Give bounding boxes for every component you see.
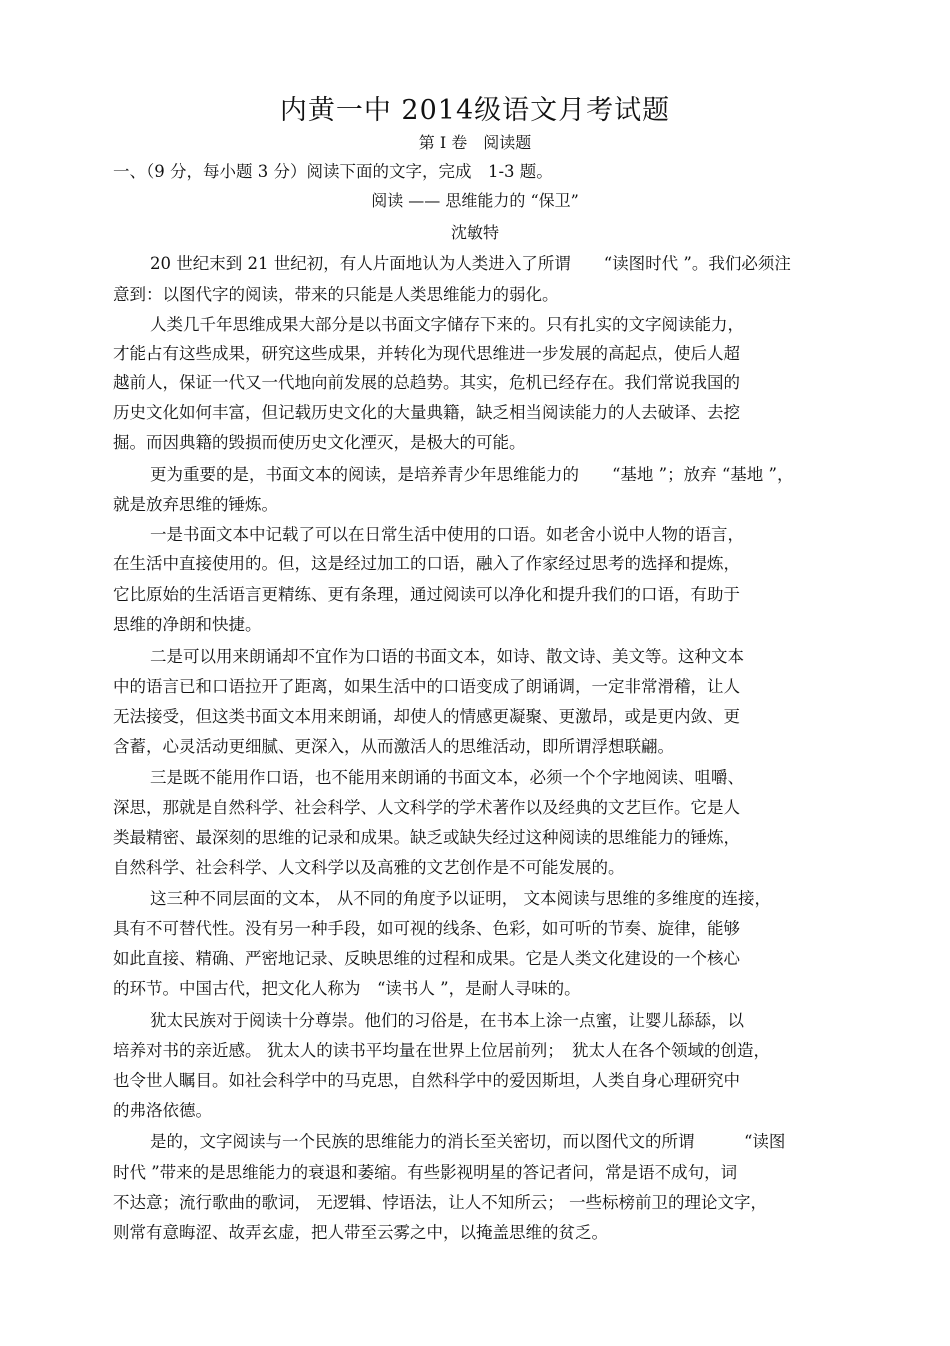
text-line: 它比原始的生活语言更精练、更有条理，通过阅读可以净化和提升我们的口语，有助于 [113, 585, 740, 604]
text-line: 则常有意晦涩、故弄玄虚，把人带至云雾之中，以掩盖思维的贫乏。 [113, 1223, 608, 1242]
text-line: 时代 ”带来的是思维能力的衰退和萎缩。有些影视明星的答记者问，常是语不成句，词 [113, 1163, 738, 1182]
text-line: 具有不可替代性。没有另一种手段，如可视的线条、色彩，如可听的节奏、旋律，能够 [113, 919, 740, 938]
text-line: 更为重要的是，书面文本的阅读，是培养青少年思维能力的 “基地 ”；放弃 “基地 ”， [150, 465, 794, 484]
text-line: 不达意；流行歌曲的歌词， 无逻辑、悖语法，让人不知所云； 一些标榜前卫的理论文字， [113, 1193, 767, 1212]
article-author: 沈敏特 [450, 223, 499, 242]
text-line: 一是书面文本中记载了可以在日常生活中使用的口语。如老舍小说中人物的语言， [150, 525, 744, 544]
text-line: 思维的净朗和快捷。 [113, 615, 262, 634]
text-line: 含蓄，心灵活动更细腻、更深入，从而激活人的思维活动，即所谓浮想联翩。 [113, 737, 674, 756]
text-line: 就是放弃思维的锤炼。 [113, 495, 278, 514]
text-line: 犹太民族对于阅读十分尊崇。他们的习俗是，在书本上涂一点蜜，让婴儿舔舔，以 [150, 1011, 744, 1030]
text-line: 掘。而因典籍的毁损而使历史文化湮灭，是极大的可能。 [113, 433, 526, 452]
text-line: 类最精密、最深刻的思维的记录和成果。缺乏或缺失经过这种阅读的思维能力的锤炼， [113, 828, 740, 847]
text-line: 二是可以用来朗诵却不宜作为口语的书面文本，如诗、散文诗、美文等。这种文本 [150, 647, 744, 666]
text-line: 的弗洛依德。 [113, 1101, 212, 1120]
text-line: 三是既不能用作口语，也不能用来朗诵的书面文本，必须一个个字地阅读、咀嚼、 [150, 768, 744, 787]
section-heading: 第 I 卷 阅读题 [418, 133, 532, 152]
text-line: 自然科学、社会科学、人文科学以及高雅的文艺创作是不可能发展的。 [113, 858, 625, 877]
text-line: 培养对书的亲近感。 犹太人的读书平均量在世界上位居前列； 犹太人在各个领域的创造， [113, 1041, 770, 1060]
text-line: 深思，那就是自然科学、社会科学、人文科学的学术著作以及经典的文艺巨作。它是人 [113, 798, 740, 817]
text-line: 意到：以图代字的阅读，带来的只能是人类思维能力的弱化。 [113, 285, 559, 304]
exam-title: 内黄一中 2014级语文月考试题 [279, 95, 671, 126]
text-line: 也令世人瞩目。如社会科学中的马克思，自然科学中的爱因斯坦，人类自身心理研究中 [113, 1071, 740, 1090]
text-line: 无法接受，但这类书面文本用来朗诵，却使人的情感更凝聚、更激昂，或是更内敛、更 [113, 707, 740, 726]
text-line: 才能占有这些成果，研究这些成果，并转化为现代思维进一步发展的高起点，使后人超 [113, 344, 740, 363]
text-line: 在生活中直接使用的。但，这是经过加工的口语，融入了作家经过思考的选择和提炼， [113, 554, 740, 573]
text-line: 的环节。中国古代，把文化人称为 “读书人 ”，是耐人寻味的。 [113, 979, 581, 998]
text-line: 如此直接、精确、严密地记录、反映思维的过程和成果。它是人类文化建设的一个核心 [113, 949, 740, 968]
text-line: 是的，文字阅读与一个民族的思维能力的消长至关密切，而以图代文的所谓 “读图 [150, 1132, 786, 1151]
text-line: 历史文化如何丰富，但记载历史文化的大量典籍，缺乏相当阅读能力的人去破译、去挖 [113, 403, 740, 422]
article-title: 阅读 —— 思维能力的 “保卫” [371, 191, 579, 210]
text-line: 这三种不同层面的文本， 从不同的角度予以证明， 文本阅读与思维的多维度的连接， [150, 889, 771, 908]
text-line: 20 世纪末到 21 世纪初，有人片面地认为人类进入了所谓 “读图时代 ”。我们必须注 [150, 254, 791, 273]
question-instruction: 一、（9 分，每小题 3 分）阅读下面的文字，完成 1-3 题。 [113, 162, 553, 181]
text-line: 越前人，保证一代又一代地向前发展的总趋势。其实，危机已经存在。我们常说我国的 [113, 373, 740, 392]
text-line: 人类几千年思维成果大部分是以书面文字储存下来的。只有扎实的文字阅读能力， [150, 315, 744, 334]
text-line: 中的语言已和口语拉开了距离，如果生活中的口语变成了朗诵调，一定非常滑稽，让人 [113, 677, 740, 696]
